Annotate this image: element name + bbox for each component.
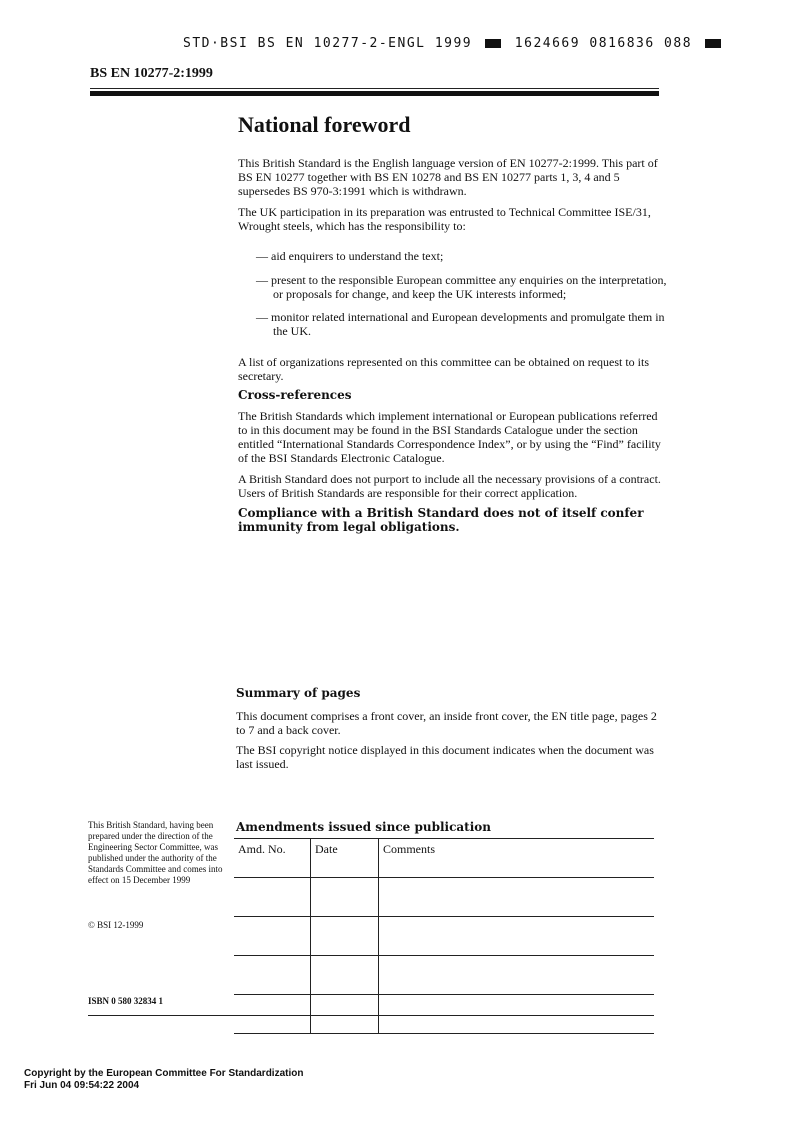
table-cell — [379, 878, 655, 917]
table-cell — [234, 956, 311, 995]
redaction-block — [485, 39, 501, 48]
table-cell — [311, 956, 379, 995]
table-row — [234, 995, 654, 1034]
summary-paragraph-1: This document comprises a front cover, an inside front cover, the EN title page, pages 2 to 7 and a back cover. — [236, 709, 657, 737]
timestamp-line: Fri Jun 04 09:54:22 2004 — [24, 1080, 140, 1091]
table-cell — [379, 917, 655, 956]
cross-references-heading: Cross-references — [238, 388, 352, 402]
document-code-a: 1624669 — [514, 36, 581, 51]
table-cell — [234, 878, 311, 917]
table-row — [234, 878, 654, 917]
document-code-b: 0816836 088 — [589, 36, 693, 51]
bullet-item: — present to the responsible European committee any enquiries on the interpretation, or proposals for change, and keep the UK interests informed; — [256, 273, 667, 301]
compliance-notice: Compliance with a British Standard does not of itself confer immunity from legal obligations. — [238, 506, 644, 534]
copyright-footer — [24, 1068, 303, 1092]
table-cell — [234, 917, 311, 956]
bullet-item: — aid enquirers to understand the text; — [256, 249, 444, 263]
column-header-comments: Comments — [379, 839, 655, 878]
redaction-block — [705, 39, 721, 48]
amendments-heading: Amendments issued since publication — [236, 820, 491, 834]
paragraph-4: The British Standards which implement international or European publications referred to in this document may be found in the BSI Standards Catalogue under the section entitled “International Standards Correspondence Index”, or by using the “Find” facility of the BSI Standards Electronic Catalogue. — [238, 409, 661, 465]
table-cell — [379, 995, 655, 1034]
document-code-left: STD·BSI BS EN 10277-2-ENGL 1999 — [183, 36, 473, 51]
publication-note: This British Standard, having been prepared under the direction of the Engineering Sector Committee, was published under the authority of the Standards Committee and comes into effect on 15 December 1999 — [88, 820, 223, 885]
paragraph-5: A British Standard does not purport to include all the necessary provisions of a contract. Users of British Standards are responsible for their correct application. — [238, 472, 661, 500]
summary-paragraph-2: The BSI copyright notice displayed in this document indicates when the document was last issued. — [236, 743, 654, 771]
summary-heading: Summary of pages — [236, 686, 361, 700]
table-cell — [311, 917, 379, 956]
column-header-amd-no: Amd. No. — [234, 839, 311, 878]
footer-rule — [88, 1015, 654, 1016]
table-header-row — [234, 839, 654, 878]
standard-id: BS EN 10277-2:1999 — [90, 66, 213, 81]
page-title: National foreword — [238, 112, 411, 137]
table-cell — [311, 878, 379, 917]
table-cell — [234, 995, 311, 1034]
header-rule-thick — [90, 91, 659, 96]
isbn: ISBN 0 580 32834 1 — [88, 996, 164, 1006]
table-row — [234, 956, 654, 995]
table-cell — [311, 995, 379, 1034]
paragraph-2: The UK participation in its preparation was entrusted to Technical Committee ISE/31, Wrought steels, which has the responsibility to: — [238, 205, 651, 233]
column-header-date: Date — [311, 839, 379, 878]
table-row — [234, 917, 654, 956]
bsi-copyright: © BSI 12-1999 — [88, 920, 144, 930]
paragraph-3: A list of organizations represented on this committee can be obtained on request to its secretary. — [238, 355, 650, 383]
copyright-line: Copyright by the European Committee For Standardization — [24, 1068, 304, 1079]
bullet-item: — monitor related international and European developments and promulgate them in the UK. — [256, 310, 665, 338]
document-code-header — [183, 36, 725, 51]
amendments-table — [234, 838, 654, 1034]
table-cell — [379, 956, 655, 995]
paragraph-1: This British Standard is the English language version of EN 10277-2:1999. This part of BS EN 10277 together with BS EN 10278 and BS EN 10277 parts 1, 3, 4 and 5 supersedes BS 970-3:1991 which is withdrawn. — [238, 156, 658, 198]
header-rule-thin — [90, 88, 659, 89]
